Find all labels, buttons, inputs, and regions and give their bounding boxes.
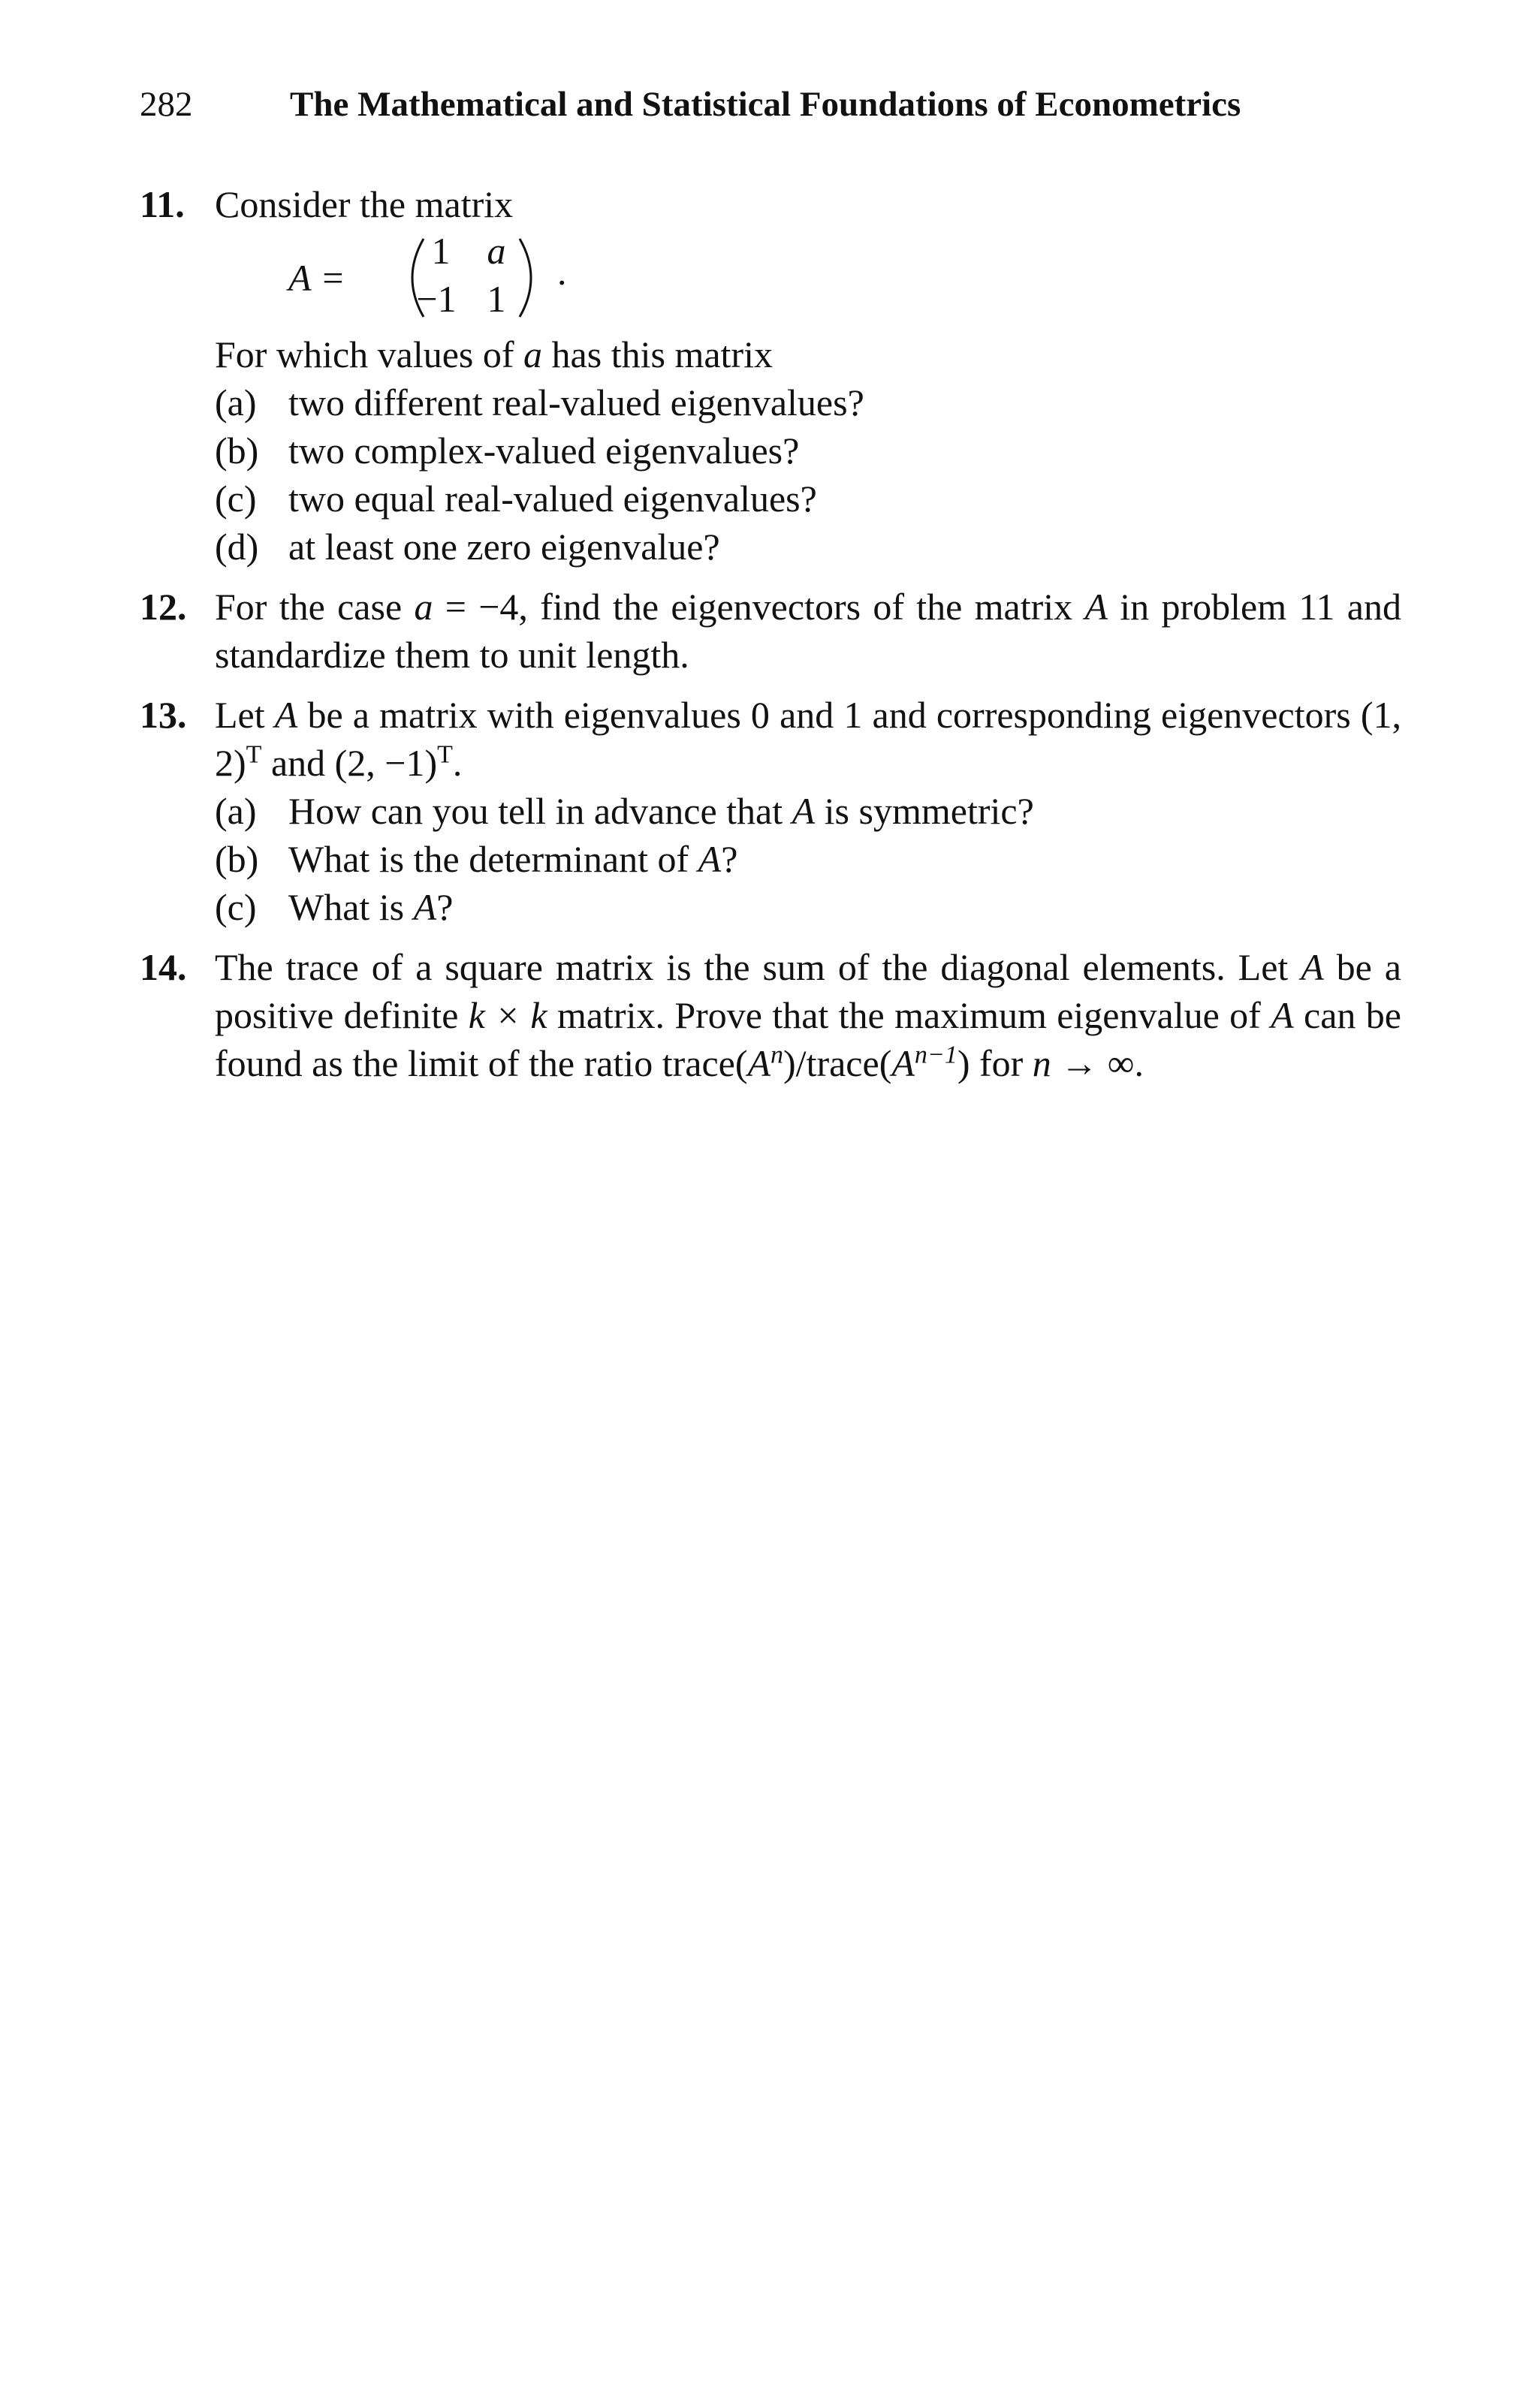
running-title: The Mathematical and Statistical Foundations of Econometrics [290,85,1241,124]
list-item: (c) What is A? [215,886,454,928]
matrix-cell-21: −1 [416,278,457,320]
problem-13-line-2: 2)$^T$ and (2, −1)$^T$. [215,740,463,784]
matrix-cell-11: 1 [431,230,451,272]
matrix-cell-12: a [487,230,506,272]
problem-11 [140,180,1401,571]
problem-number: 14. [140,946,187,988]
problem-13 [140,691,1401,931]
matrix-lhs: A = [288,257,345,299]
running-head [140,84,1401,137]
list-item: (c) two equal real-valued eigenvalues? [215,478,817,520]
problem-13-line-1: Let A be a matrix with eigenvalues 0 and 1 and corresponding eigenvectors (1, [215,694,1401,736]
list-item: (d) at least one zero eigenvalue? [215,526,720,568]
problem-12-line-1: For the case a = −4, find the eigenvectors of the matrix A in problem 11 and [215,586,1401,628]
list-item: (b) two complex-valued eigenvalues? [215,429,800,472]
matrix-period: . [557,251,567,293]
problem-11-question: For which values of a has this matrix [215,333,773,375]
problem-12 [140,583,1401,679]
problem-number: 11. [140,183,185,225]
list-item: (a) two different real-valued eigenvalues? [215,381,864,423]
matrix-cell-22: 1 [487,278,506,320]
matrix-equation [215,228,1401,327]
problem-number: 13. [140,694,187,736]
page-number: 282 [140,85,193,124]
problem-14-line-1: The trace of a square matrix is the sum of the diagonal elements. Let A be a [215,946,1401,988]
problem-12-line-2: standardize them to unit length. [215,634,689,676]
problem-14-line-2: positive definite k × k matrix. Prove that the maximum eigenvalue of A can be [215,994,1401,1036]
problem-number: 12. [140,586,187,628]
problem-13-subitems [215,787,1401,931]
problem-11-subitems [215,378,1401,571]
list-item: (b) What is the determinant of A? [215,838,738,880]
problem-14 [140,943,1401,1087]
list-item: (a) How can you tell in advance that A is symmetric? [215,790,1034,832]
problem-list [140,180,1401,1099]
problem-14-line-3: found as the limit of the ratio $trace(A^n)/trace(A^{n-1})$ for n → ∞. [215,1041,1144,1084]
problem-11-intro: Consider the matrix [215,183,514,225]
